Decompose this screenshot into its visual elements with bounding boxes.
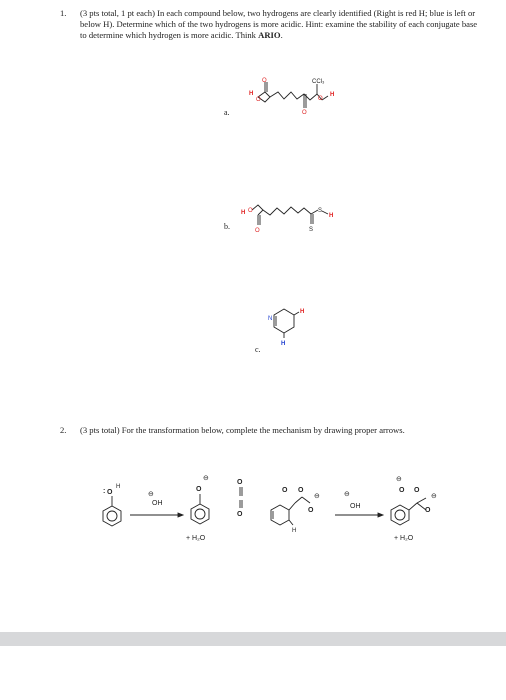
- a-right-h: H: [330, 92, 335, 98]
- svg-text:O: O: [399, 487, 405, 494]
- compound-c-label: c.: [255, 345, 261, 354]
- svg-text:O: O: [107, 489, 113, 496]
- svg-text:O: O: [425, 507, 431, 514]
- compound-a-structure: [249, 78, 334, 116]
- hydroxide-1: OH: [152, 500, 163, 507]
- viewer-footer-bar: [0, 632, 506, 646]
- svg-text:N: N: [268, 316, 273, 322]
- carbon-dioxide: [237, 479, 243, 518]
- question-2-text: (3 pts total) For the transformation below, complete the mechanism by drawing proper arrows.: [80, 425, 405, 435]
- svg-text:⊖: ⊖: [344, 491, 350, 498]
- b-left-h: H: [241, 210, 246, 216]
- compound-b-label: b.: [224, 222, 230, 231]
- ario-keyword: ARIO: [258, 30, 281, 40]
- compound-b-structure: [241, 205, 333, 234]
- svg-text:O: O: [262, 78, 267, 84]
- a-ccl3-group: CCl₃: [312, 79, 325, 85]
- a-left-h: H: [249, 91, 254, 97]
- svg-text:O: O: [282, 487, 288, 494]
- compound-a-label: a.: [224, 108, 230, 117]
- svg-text:O: O: [255, 228, 260, 234]
- svg-text::: :: [103, 488, 106, 495]
- question-2-number: 2.: [60, 425, 67, 435]
- mechanism-phenoxide: [186, 475, 209, 542]
- svg-text:⊖: ⊖: [396, 476, 402, 483]
- svg-text:⊖: ⊖: [314, 493, 320, 500]
- svg-text:⊖: ⊖: [148, 491, 154, 498]
- svg-text:H: H: [116, 484, 121, 490]
- svg-text:O: O: [237, 511, 243, 518]
- svg-text:H: H: [292, 528, 297, 534]
- question-1-text: (3 pts total, 1 pt each) In each compound below, two hydrogens are clearly identified (Right is red H; blue is left or below H). Determine which of the two hydrogens is more acidic. Hint: examine the stability of each conjugate base to determine which hydrogen is more acidic. Think ARIO.: [80, 8, 478, 40]
- svg-text:O: O: [237, 479, 243, 486]
- svg-text:O: O: [298, 487, 304, 494]
- c-right-h: H: [300, 309, 305, 315]
- mechanism-intermediate: [271, 487, 320, 534]
- svg-text:O: O: [248, 208, 253, 214]
- viewer-bottom-area: [0, 646, 506, 700]
- mechanism-product: [391, 476, 437, 542]
- water-2: + H₂O: [394, 535, 414, 542]
- svg-text:O: O: [308, 507, 314, 514]
- svg-text:S: S: [318, 208, 323, 214]
- b-right-h: H: [329, 213, 334, 219]
- hydroxide-2: OH: [350, 503, 361, 510]
- svg-text:O: O: [196, 486, 202, 493]
- c-nh-h: H: [281, 341, 286, 347]
- compound-c-structure: [268, 309, 304, 347]
- svg-text:O: O: [256, 97, 261, 103]
- svg-text:O: O: [318, 96, 323, 102]
- question-1-number: 1.: [60, 8, 67, 18]
- svg-text:⊖: ⊖: [203, 475, 209, 482]
- water-1: + H₂O: [186, 535, 206, 542]
- svg-text:⊖: ⊖: [431, 493, 437, 500]
- svg-text:O: O: [414, 487, 420, 494]
- svg-text:S: S: [309, 227, 314, 233]
- svg-text:O: O: [302, 110, 307, 116]
- mechanism-phenol: [103, 484, 121, 526]
